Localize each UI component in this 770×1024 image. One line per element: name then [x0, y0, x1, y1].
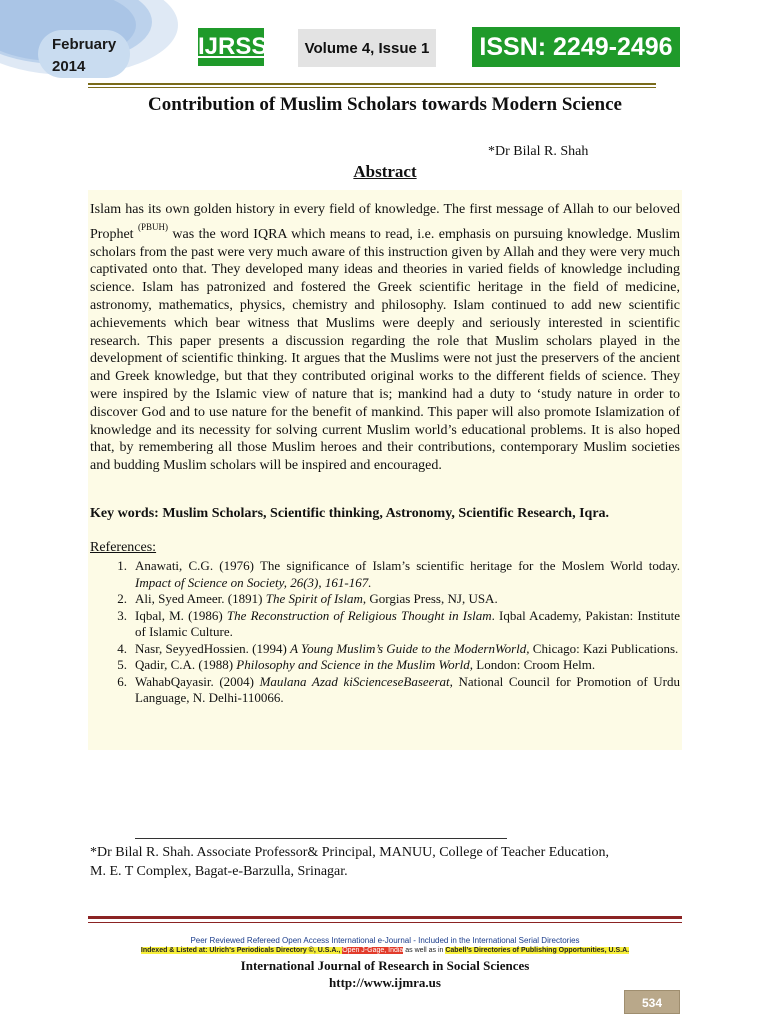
page-number: 534	[624, 990, 680, 1014]
reference-authors: Iqbal, M. (1986)	[135, 607, 227, 623]
reference-title: Impact of Science on Society, 26(3), 161-167.	[135, 574, 372, 590]
reference-publisher: London: Croom Helm.	[473, 657, 596, 672]
reference-text	[135, 608, 680, 641]
abstract-text-part2: was the word IQRA which means to read, i.e. emphasis on pursuing knowledge. Muslim scholars from the past were very much aware of this instruction given by Allah and they were very much captivated onto that. They developed many ideas and theories in varied fields of knowledge including science. Islam has patronized and fostered the Greek scientific heritage in the field of medicine, astronomy, mathematics, physics, chemistry and philosophy. Islam continued to add new scientific achievements which bear witness that Muslims were deeply and seriously interested in scientific research. This paper presents a discussion regarding the role that Muslim scholars played in the development of scientific thinking. It argues that the Muslims were not just the preservers of the ancient and Greek knowledge, but that they contributed original works to the different fields of science. They were inspired by the Islamic view of nature that is; mankind had a duty to ‘study nature in order to discover God and to use nature for the benefit of mankind. This paper will also promote Islamization of knowledge and its necessity for solving current Muslim world’s educational problems. It is also hoped that, by remembering all those Muslim heroes and their contributions, contemporary Muslim societies and budding Muslim scholars will be inspired and encouraged.	[90, 226, 681, 474]
reference-publisher: National Council for Promotion of Urdu Language, N. Delhi-110066.	[135, 673, 681, 705]
reference-number: 2.	[117, 591, 127, 606]
footer-divider-thin	[88, 922, 682, 923]
reference-number: 3.	[117, 607, 127, 623]
indexing-connector: as well as in	[403, 947, 446, 954]
indexing-cabell: Cabell’s Directories of Publishing Opportunities, U.S.A.	[445, 947, 630, 954]
issue-date-badge	[38, 30, 130, 78]
reference-text	[135, 558, 680, 591]
reference-authors: Qadir, C.A. (1988)	[135, 657, 237, 672]
reference-title: Philosophy and Science in the Muslim World,	[236, 657, 474, 672]
peer-review-notice: Peer Reviewed Refereed Open Access International e-Journal - Included in the International Serial Directories	[190, 936, 580, 945]
reference-text	[135, 591, 680, 608]
indexing-jgage: Open J-Gage, India	[342, 947, 404, 954]
abstract-text-part1: Islam has its own golden history in every field of knowledge. The first message of Allah to our beloved Prophet	[90, 202, 680, 242]
reference-publisher: . Iqbal Academy, Pakistan: Institute of Islamic Culture.	[135, 607, 680, 639]
reference-number: 5.	[117, 657, 127, 672]
journal-url-link[interactable]: http://www.ijmra.us	[329, 975, 441, 990]
footnote-divider	[135, 838, 507, 839]
reference-item	[90, 674, 680, 707]
reference-number: 4.	[117, 640, 127, 656]
header-divider-thin	[88, 87, 656, 88]
reference-title: A Young Muslim’s Guide to the ModernWorld,	[290, 640, 530, 656]
reference-authors: Ali, Syed Ameer. (1891)	[135, 591, 266, 606]
header-divider	[88, 83, 656, 85]
reference-item	[90, 558, 680, 591]
volume-issue: Volume 4, Issue 1	[298, 29, 436, 67]
keywords: Key words: Muslim Scholars, Scientific thinking, Astronomy, Scientific Research, Iqra.	[90, 506, 610, 521]
reference-number: 1.	[117, 558, 127, 573]
reference-authors: Anawati, C.G. (1976) The significance of Islam’s scientific heritage for the Moslem World today.	[135, 558, 680, 573]
indexing-ulrich: Indexed & Listed at: Ulrich's Periodicals Directory ©, U.S.A.,	[140, 947, 343, 954]
issue-month: February	[52, 36, 117, 53]
references-heading: References:	[90, 540, 157, 555]
reference-item	[90, 608, 680, 641]
reference-authors: WahabQayasir. (2004)	[135, 673, 260, 689]
reference-item	[90, 657, 680, 674]
issn-badge: ISSN: 2249-2496	[472, 27, 680, 67]
reference-title: The Spirit of Islam	[265, 591, 363, 606]
reference-publisher: , Gorgias Press, NJ, USA.	[362, 591, 498, 606]
reference-item	[90, 641, 680, 658]
references-list	[90, 558, 680, 707]
reference-title: Maulana Azad kiScienceseBaseerat,	[259, 673, 453, 689]
issue-year: 2014	[52, 58, 86, 75]
journal-name: International Journal of Research in Social Sciences	[240, 958, 530, 973]
indexing-notice	[0, 947, 770, 954]
paper-title: Contribution of Muslim Scholars towards Modern Science	[148, 94, 622, 115]
footer-divider	[88, 916, 682, 919]
footnote-line-1: *Dr Bilal R. Shah. Associate Professor& Principal, MANUU, College of Teacher Education,	[90, 845, 609, 860]
journal-abbreviation: IJRSS	[198, 28, 264, 66]
reference-authors: Nasr, SeyyedHossien. (1994)	[135, 640, 291, 656]
author-footnote	[90, 843, 690, 881]
reference-number: 6.	[117, 673, 127, 689]
abstract-heading: Abstract	[353, 162, 417, 181]
reference-text	[135, 641, 680, 658]
reference-publisher: Chicago: Kazi Publications.	[529, 640, 679, 656]
reference-title: The Reconstruction of Religious Thought in Islam	[226, 607, 492, 623]
reference-item	[90, 591, 680, 608]
footnote-line-2: M. E. T Complex, Bagat-e-Barzulla, Srinagar.	[90, 864, 348, 879]
abstract-body	[90, 201, 680, 475]
reference-text	[135, 657, 680, 674]
reference-text	[135, 674, 680, 707]
pbuh-superscript: (PBUH)	[137, 221, 168, 232]
author-line: *Dr Bilal R. Shah	[488, 144, 589, 159]
